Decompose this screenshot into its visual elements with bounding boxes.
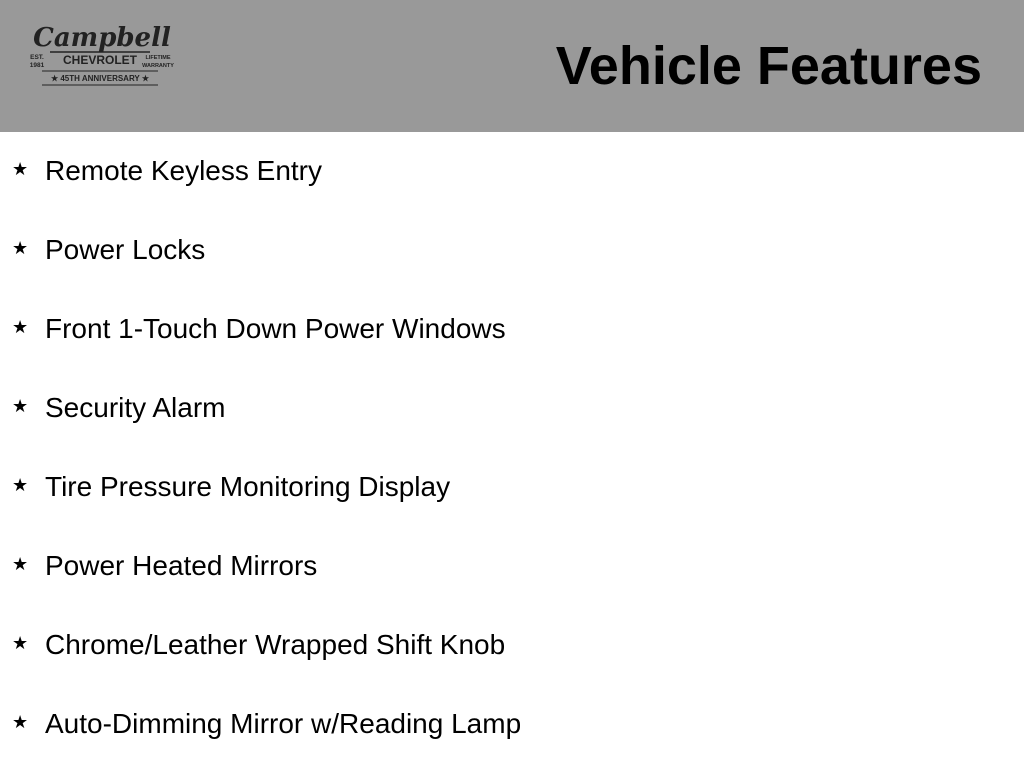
feature-label: Power Heated Mirrors <box>45 550 318 581</box>
star-icon: ★ <box>12 159 29 179</box>
star-icon: ★ <box>12 712 29 732</box>
feature-label: Security Alarm <box>45 392 226 423</box>
list-item <box>0 369 1024 448</box>
star-icon: ★ <box>12 633 29 653</box>
logo-est-label: EST. <box>30 54 44 61</box>
feature-label: Remote Keyless Entry <box>45 155 322 186</box>
dealer-logo[interactable] <box>22 20 178 94</box>
logo-script-name: Campbell <box>33 23 171 53</box>
list-item <box>0 606 1024 685</box>
logo-warranty: WARRANTY <box>142 63 174 69</box>
star-icon: ★ <box>12 475 29 495</box>
feature-label: Power Locks <box>45 234 206 265</box>
list-item <box>0 685 1024 764</box>
feature-label: Front 1-Touch Down Power Windows <box>45 313 506 344</box>
logo-est-year: 1981 <box>29 62 45 69</box>
feature-list <box>0 132 1024 764</box>
feature-label: Chrome/Leather Wrapped Shift Knob <box>45 629 506 660</box>
list-item <box>0 132 1024 211</box>
star-icon: ★ <box>12 238 29 258</box>
list-item <box>0 211 1024 290</box>
list-item <box>0 290 1024 369</box>
page-title: Vehicle Features <box>555 36 982 96</box>
star-icon: ★ <box>12 554 29 574</box>
logo-brand: CHEVROLET <box>62 53 138 67</box>
list-item <box>0 448 1024 527</box>
star-icon: ★ <box>12 317 29 337</box>
logo-anniversary: ★ 45TH ANNIVERSARY ★ <box>50 74 150 83</box>
list-item <box>0 527 1024 606</box>
feature-label: Tire Pressure Monitoring Display <box>45 471 451 502</box>
dealer-logo-graphic <box>22 20 178 94</box>
star-icon: ★ <box>12 396 29 416</box>
feature-label: Auto-Dimming Mirror w/Reading Lamp <box>45 708 522 739</box>
logo-lifetime: LIFETIME <box>145 55 171 61</box>
header-bar <box>0 0 1024 132</box>
